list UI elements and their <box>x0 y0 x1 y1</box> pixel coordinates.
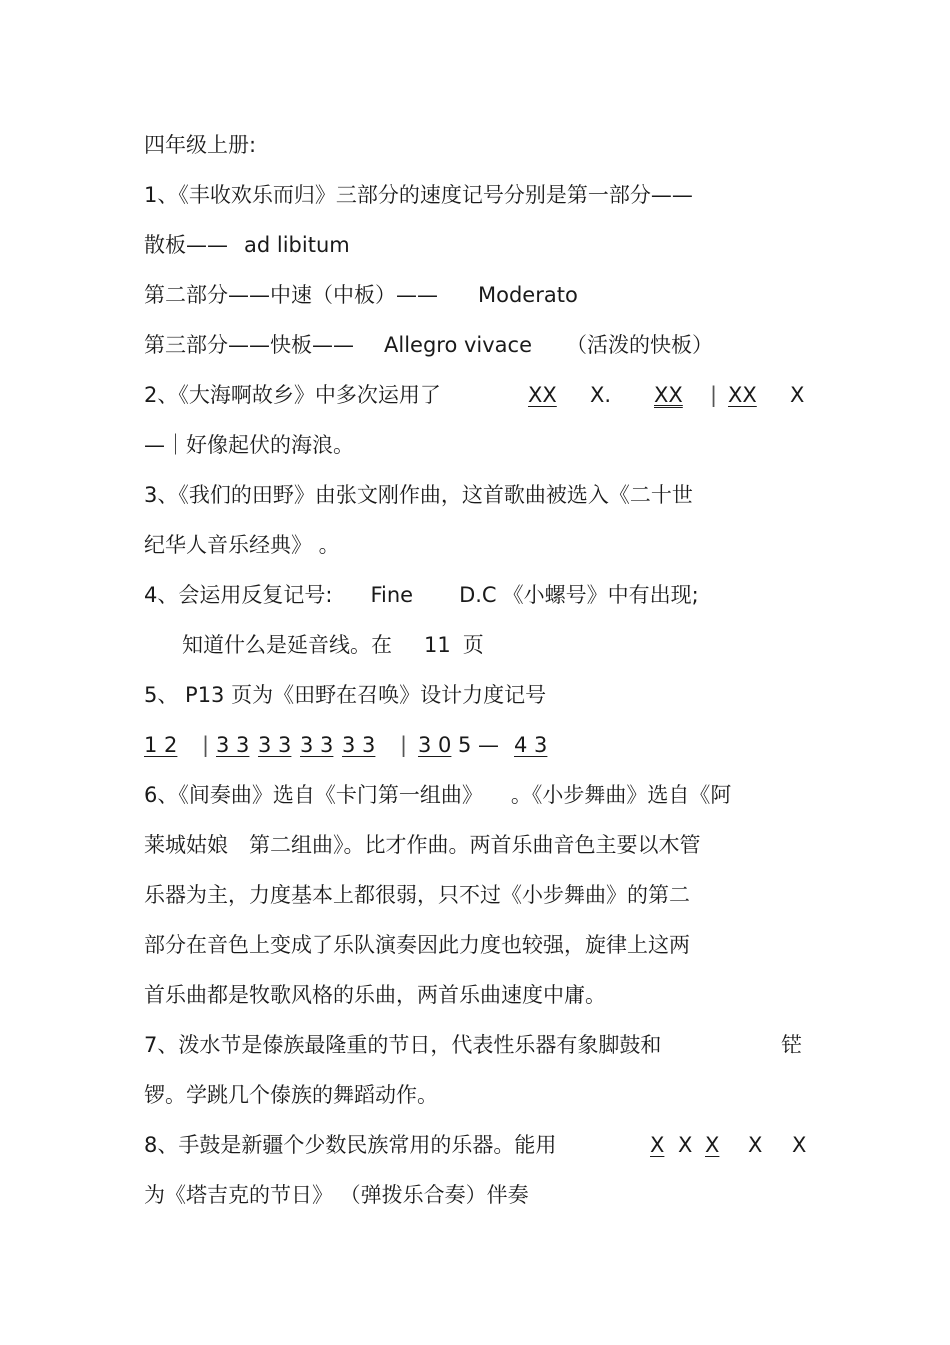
q4-line2 <box>182 630 484 660</box>
q5-melody-m4: 4 3 <box>514 733 548 757</box>
q1-part3-term: Allegro vivace <box>384 333 533 357</box>
q6-line2: 莱城姑娘 第二组曲》。比才作曲。两首乐曲音色主要以木管 <box>144 833 701 857</box>
q4-page-num: 11 <box>424 633 451 657</box>
q1-part1 <box>144 230 350 260</box>
q2-rhythm-1: XX <box>528 383 557 407</box>
q6-line1a: 6、《间奏曲》选自《卡门第一组曲》 <box>144 783 483 807</box>
q6-line1 <box>144 780 731 810</box>
q5-barline-2: | <box>400 733 408 757</box>
q1-part2 <box>144 280 578 310</box>
q6-line5: 首乐曲都是牧歌风格的乐曲，两首乐曲速度中庸。 <box>144 983 606 1007</box>
q7-line1 <box>144 1030 814 1060</box>
q5-line1: 5、 P13 页为《田野在召唤》设计力度记号 <box>144 683 547 707</box>
q5-melody <box>144 730 564 760</box>
q4-text: 4、会运用反复记号: <box>144 583 333 607</box>
q5-melody-m2d: 3 3 <box>342 733 376 757</box>
q4-dc: D.C <box>459 583 497 607</box>
q1-part2-cn: 第二部分——中速（中板）—— <box>144 283 438 307</box>
q2-rhythm-2: X. <box>590 383 612 407</box>
q5-melody-m1: 1 2 <box>144 733 178 757</box>
q8-rhythm-3: X <box>705 1133 720 1157</box>
q1-part2-term: Moderato <box>478 283 578 307</box>
q5-melody-m3b: 5 — <box>458 733 500 757</box>
q8-rhythm-4: X <box>748 1133 763 1157</box>
q6-line1b: 。《小步舞曲》选自《阿 <box>510 783 732 807</box>
q7-line1b: 铓 <box>781 1033 802 1057</box>
q1-part1-term: ad libitum <box>244 233 350 257</box>
q6-line4: 部分在音色上变成了乐队演奏因此力度也较强，旋律上这两 <box>144 933 690 957</box>
q1-part3-note: （活泼的快板） <box>566 333 714 357</box>
q7-line1a: 7、泼水节是傣族最隆重的节日，代表性乐器有象脚鼓和 <box>144 1033 662 1057</box>
q1-part3-cn: 第三部分——快板—— <box>144 333 354 357</box>
q4-line2b: 页 <box>462 633 484 657</box>
q2-line1 <box>144 380 814 410</box>
q8-line2: 为《塔吉克的节日》 （弹拨乐合奏）伴奏 <box>144 1183 529 1207</box>
q5-melody-m2b: 3 3 <box>258 733 292 757</box>
q5-melody-m2a: 3 3 <box>216 733 250 757</box>
q2-rhythm-4: XX <box>728 383 757 407</box>
q2-barline: | <box>710 383 718 407</box>
q2-line2: —｜好像起伏的海浪。 <box>144 433 354 457</box>
q2-text: 2、《大海啊故乡》中多次运用了 <box>144 383 441 407</box>
q6-line3: 乐器为主，力度基本上都很弱，只不过《小步舞曲》的第二 <box>144 883 690 907</box>
q3-line1: 3、《我们的田野》由张文刚作曲，这首歌曲被选入《二十世 <box>144 483 693 507</box>
q8-rhythm-1: X <box>650 1133 665 1157</box>
q3-line2: 纪华人音乐经典》 。 <box>144 533 340 557</box>
q1-part1-cn: 散板—— <box>144 233 228 257</box>
q8-text: 8、手鼓是新疆个少数民族常用的乐器。能用 <box>144 1133 557 1157</box>
q4-line2a: 知道什么是延音线。在 <box>182 633 392 657</box>
q5-barline-1: | <box>202 733 210 757</box>
q7-line2: 锣。学跳几个傣族的舞蹈动作。 <box>144 1083 438 1107</box>
q5-melody-m3: 3 0 <box>418 733 452 757</box>
q4-rest: 《小螺号》中有出现; <box>502 583 699 607</box>
q1-part3 <box>144 330 713 360</box>
q8-rhythm-2: X <box>678 1133 693 1157</box>
q8-rhythm-5: X <box>792 1133 807 1157</box>
q4-line1 <box>144 580 699 610</box>
q5-melody-m2c: 3 3 <box>300 733 334 757</box>
q4-fine: Fine <box>370 583 414 607</box>
q8-line1 <box>144 1130 814 1160</box>
q2-rhythm-5: X <box>790 383 805 407</box>
q1-line1: 1、《丰收欢乐而归》三部分的速度记号分别是第一部分—— <box>144 183 693 207</box>
q2-rhythm-3: XX <box>654 383 683 407</box>
heading: 四年级上册: <box>144 133 257 157</box>
